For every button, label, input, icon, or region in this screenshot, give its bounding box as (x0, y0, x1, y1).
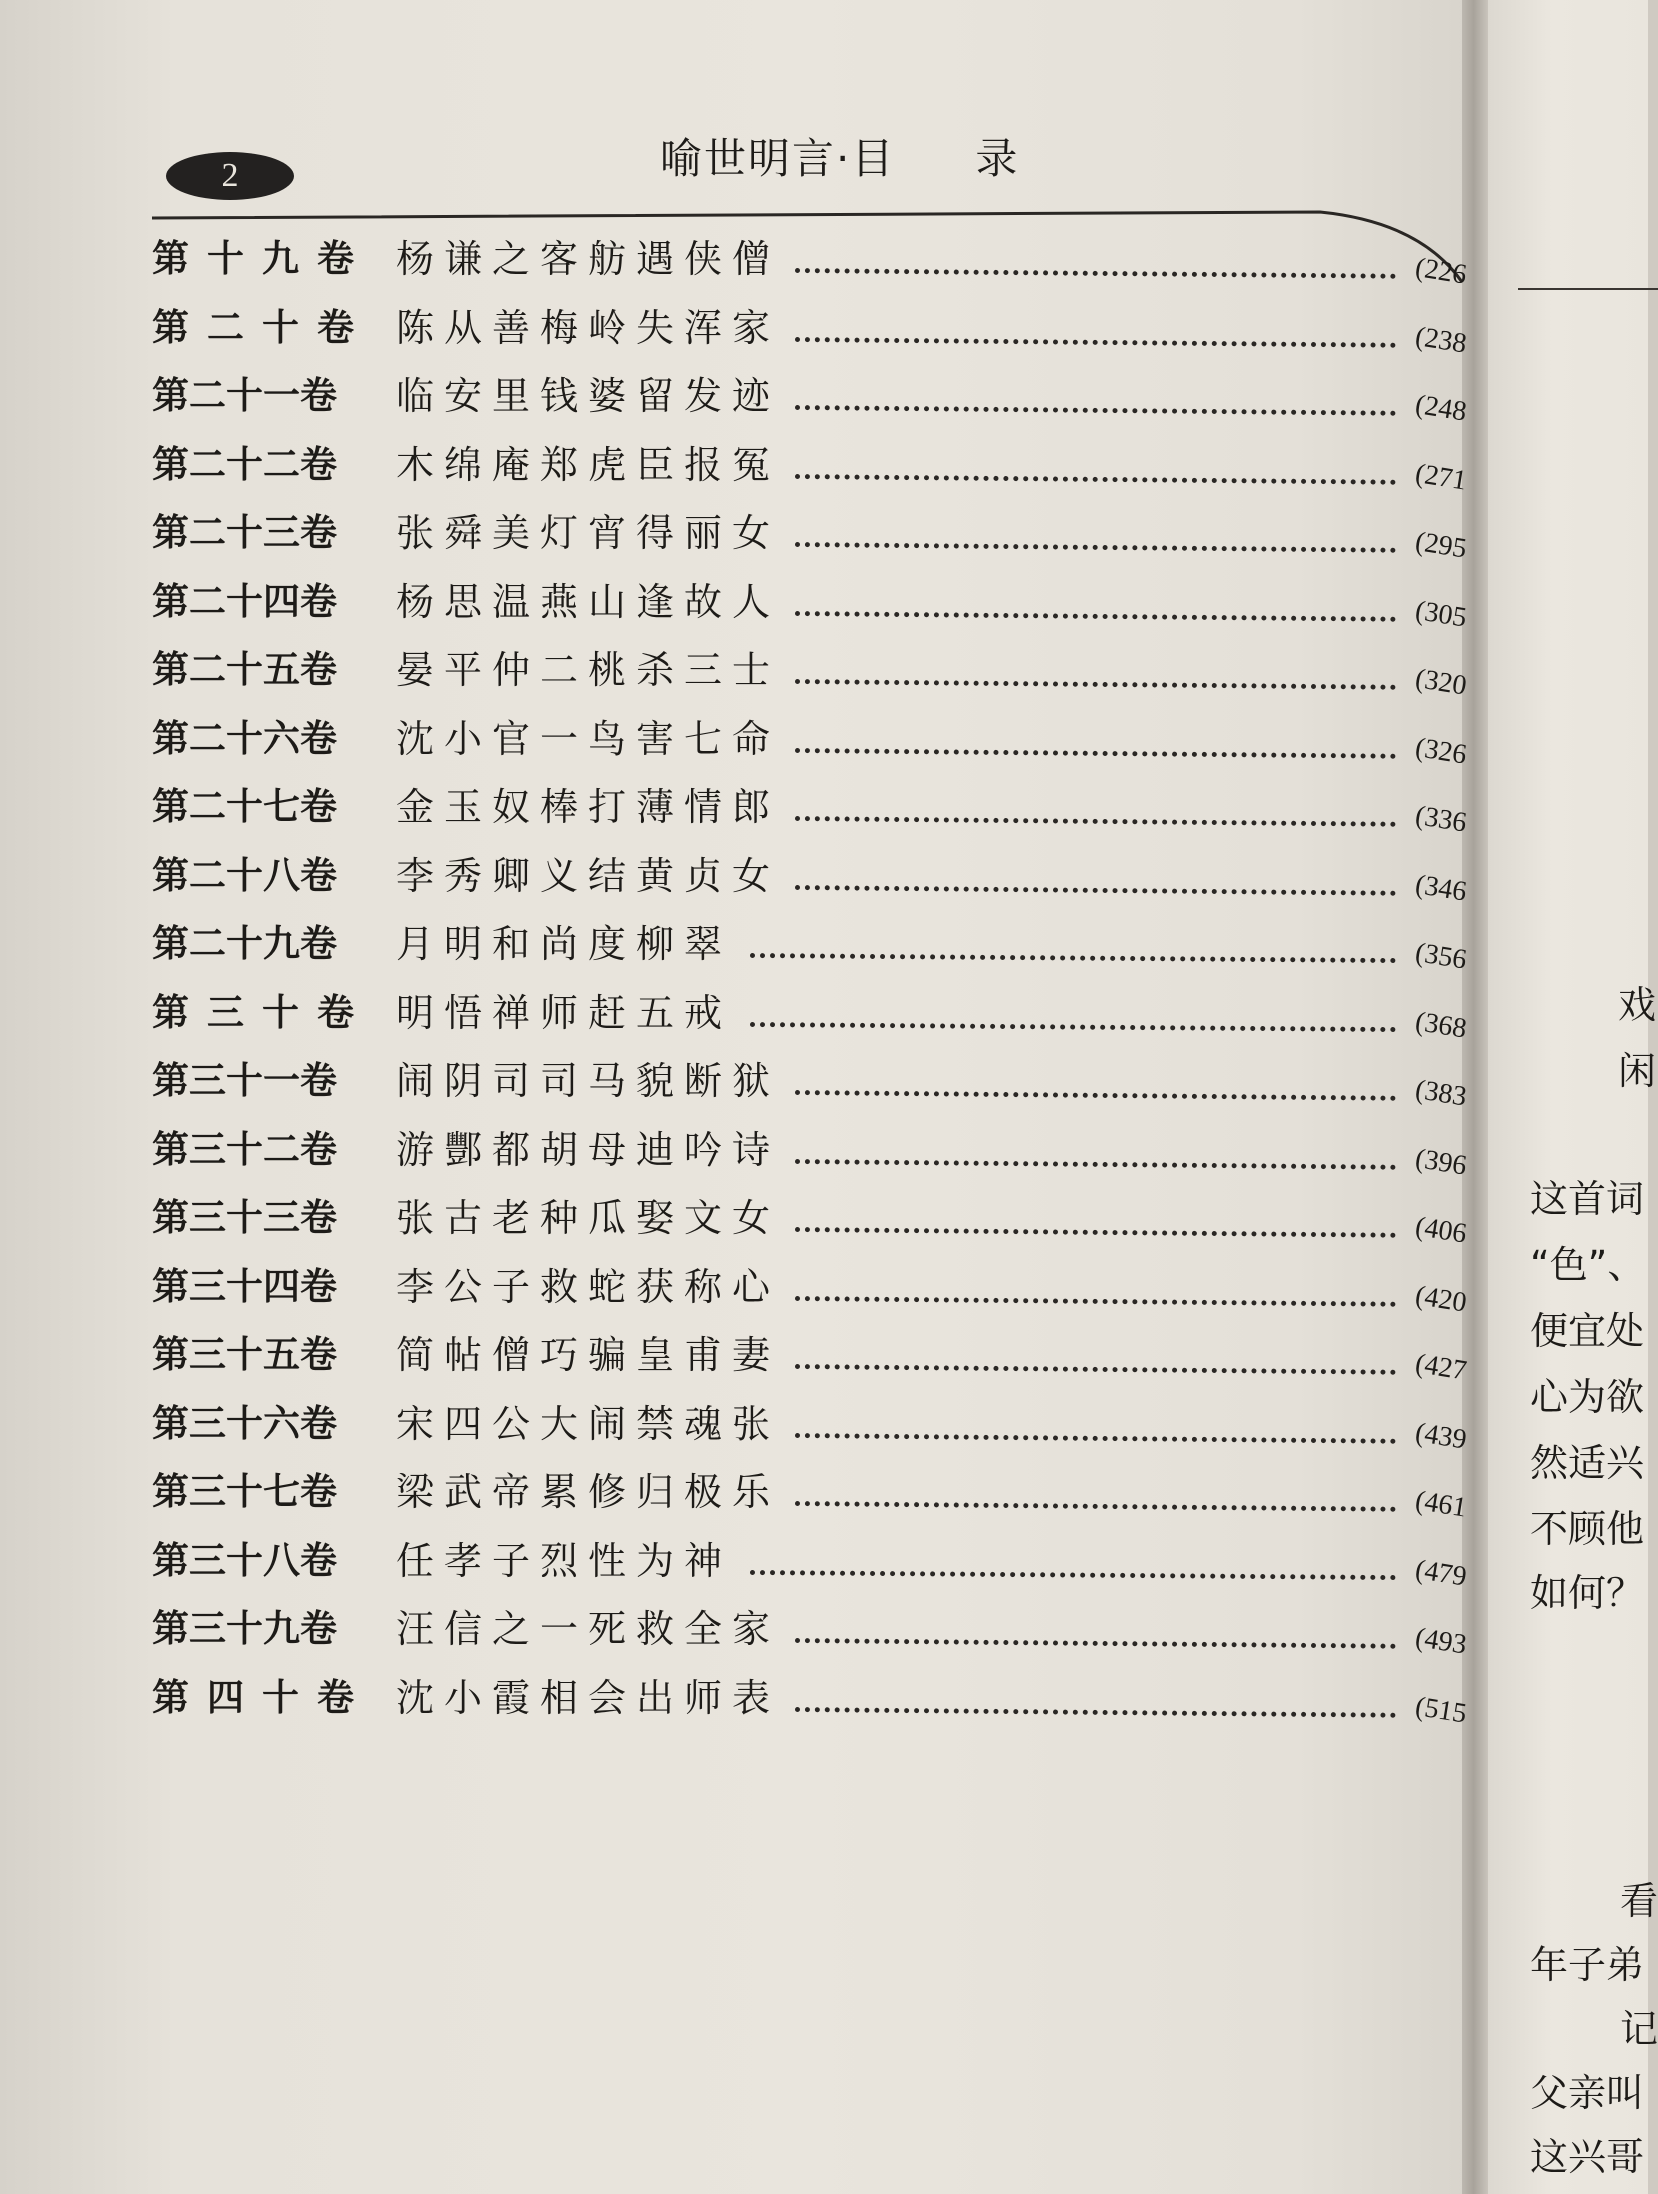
toc-entry (0, 1050, 1470, 1114)
toc-leader-dots (795, 268, 1396, 279)
toc-entry (0, 502, 1470, 566)
toc-volume-label: 第三十一卷 (152, 1059, 337, 1102)
toc-chapter-title: 沈小霞相会出师表 (396, 1675, 781, 1720)
toc-page-number: (427 (1413, 1348, 1469, 1387)
toc-volume-label: 第二十二卷 (152, 442, 337, 486)
toc-page-number: (493 (1413, 1622, 1469, 1661)
section-title: 录 (975, 134, 1020, 183)
toc-entry (0, 708, 1470, 772)
toc-volume-label: 第四十卷 (152, 1675, 372, 1719)
toc-volume-label: 第二十一卷 (152, 374, 337, 417)
toc-page-number: (226 (1413, 252, 1469, 291)
toc-page-number: (295 (1413, 526, 1469, 565)
right-page-line: 便宜处 (1530, 1309, 1645, 1353)
toc-entry (0, 1324, 1470, 1388)
toc-leader-dots (795, 885, 1396, 896)
right-page-line: 闲 (1618, 1049, 1657, 1093)
toc-leader-dots (795, 748, 1396, 759)
toc-leader-dots (750, 1570, 1396, 1580)
right-page-rule (1518, 288, 1658, 290)
toc-leader-dots (750, 953, 1396, 963)
right-page-line: 不顾他 (1530, 1507, 1645, 1551)
toc-chapter-title: 月明和尚度柳翠 (396, 922, 733, 966)
toc-leader-dots (795, 542, 1396, 553)
toc-entry (0, 297, 1470, 361)
toc-entry (0, 982, 1470, 1046)
toc-page-number: (439 (1413, 1416, 1469, 1456)
right-page-line: 然适兴 (1530, 1441, 1645, 1485)
toc-page-number: (406 (1413, 1211, 1469, 1250)
toc-entry (0, 845, 1470, 909)
toc-entry (0, 913, 1470, 977)
toc-leader-dots (795, 1433, 1396, 1444)
toc-chapter-title: 临安里钱婆留发迹 (396, 374, 781, 418)
toc-volume-label: 第三十四卷 (152, 1264, 337, 1308)
toc-leader-dots (795, 405, 1396, 416)
toc-chapter-title: 宋四公大闹禁魂张 (396, 1401, 781, 1446)
toc-leader-dots (795, 1364, 1396, 1375)
toc-chapter-title: 杨谦之客舫遇侠僧 (396, 237, 781, 281)
toc-chapter-title: 汪信之一死救全家 (396, 1607, 781, 1651)
toc-entry (0, 639, 1470, 703)
toc-volume-label: 第十九卷 (152, 237, 372, 280)
toc-volume-label: 第三十五卷 (152, 1333, 337, 1376)
right-page-line: 如何？ (1530, 1571, 1645, 1615)
right-page-line: 戏 (1618, 983, 1657, 1027)
toc-volume-label: 第二十三卷 (152, 511, 337, 554)
toc-volume-label: 第二十七卷 (152, 785, 337, 828)
toc-page-number: (305 (1413, 594, 1469, 634)
toc-leader-dots (795, 337, 1396, 348)
toc-entry (0, 1393, 1470, 1457)
toc-page-number: (238 (1413, 320, 1469, 360)
toc-page-number: (368 (1413, 1005, 1469, 1045)
right-page-line: 父亲叫 (1530, 2071, 1645, 2115)
toc-leader-dots (795, 1159, 1396, 1170)
right-page-line: 看 (1620, 1879, 1658, 1923)
toc-entry (0, 228, 1470, 292)
toc-volume-label: 第二十五卷 (152, 648, 337, 691)
toc-leader-dots (795, 1227, 1396, 1238)
toc-page-number: (336 (1413, 800, 1469, 839)
right-page-line: 心为欲 (1530, 1375, 1645, 1419)
toc-chapter-title: 李秀卿义结黄贞女 (396, 853, 781, 898)
toc-volume-label: 第三十二卷 (152, 1127, 337, 1171)
toc-entry (0, 1187, 1470, 1251)
toc-volume-label: 第二十四卷 (152, 579, 337, 623)
toc-volume-label: 第三十卷 (152, 990, 372, 1034)
toc-leader-dots (795, 1296, 1396, 1307)
toc-entry (0, 1598, 1470, 1662)
toc-page-number: (248 (1413, 389, 1469, 428)
toc-entry (0, 1530, 1470, 1594)
toc-page-number: (515 (1413, 1690, 1469, 1730)
toc-page-number: (396 (1413, 1142, 1469, 1182)
toc-chapter-title: 木绵庵郑虎臣报冤 (396, 442, 781, 487)
toc-entry (0, 1256, 1470, 1320)
toc-chapter-title: 梁武帝累修归极乐 (396, 1470, 781, 1514)
toc-page-number: (320 (1413, 663, 1469, 702)
book-title: 喻世明言·目 (660, 134, 896, 183)
toc-leader-dots (795, 1638, 1396, 1649)
toc-chapter-title: 游酆都胡母迪吟诗 (396, 1127, 781, 1172)
right-page-line: “色”、 (1530, 1243, 1646, 1287)
toc-entry (0, 434, 1470, 498)
right-page-line: 这兴哥 (1530, 2135, 1645, 2179)
toc-entry (0, 1461, 1470, 1525)
toc-page-number: (271 (1413, 457, 1469, 497)
toc-page-number: (383 (1413, 1074, 1469, 1113)
toc-volume-label: 第三十八卷 (152, 1538, 337, 1582)
toc-volume-label: 第三十六卷 (152, 1401, 337, 1445)
toc-volume-label: 第三十七卷 (152, 1470, 337, 1513)
toc-chapter-title: 晏平仲二桃杀三士 (396, 648, 781, 692)
toc-leader-dots (795, 816, 1396, 827)
toc-chapter-title: 李公子救蛇获称心 (396, 1264, 781, 1309)
page-number-badge: 2 (166, 152, 294, 200)
toc-volume-label: 第二十九卷 (152, 922, 337, 965)
toc-chapter-title: 张古老种瓜娶文女 (396, 1196, 781, 1240)
toc-entry (0, 776, 1470, 840)
toc-chapter-title: 金玉奴棒打薄情郎 (396, 785, 781, 829)
toc-chapter-title: 任孝子烈性为神 (396, 1538, 733, 1583)
toc-leader-dots (795, 1501, 1396, 1512)
toc-volume-label: 第二十八卷 (152, 853, 337, 897)
toc-leader-dots (795, 474, 1396, 485)
toc-page-number: (356 (1413, 937, 1469, 976)
toc-chapter-title: 沈小官一鸟害七命 (396, 716, 781, 761)
toc-leader-dots (795, 1707, 1396, 1718)
toc-leader-dots (750, 1022, 1396, 1032)
toc-entry (0, 1667, 1470, 1731)
toc-entry (0, 571, 1470, 635)
toc-chapter-title: 杨思温燕山逢故人 (396, 579, 781, 624)
right-page-line: 这首词 (1530, 1177, 1645, 1221)
toc-entry (0, 1119, 1470, 1183)
toc-leader-dots (795, 679, 1396, 690)
toc-chapter-title: 明悟禅师赶五戒 (396, 990, 733, 1035)
toc-page-number: (346 (1413, 868, 1469, 908)
toc-page-number: (461 (1413, 1485, 1469, 1524)
book-page-right-edge (1488, 0, 1658, 2194)
toc-volume-label: 第三十九卷 (152, 1607, 337, 1650)
toc-volume-label: 第二十六卷 (152, 716, 337, 760)
toc-volume-label: 第三十三卷 (152, 1196, 337, 1239)
toc-entry (0, 365, 1470, 429)
toc-chapter-title: 闹阴司司马貌断狱 (396, 1059, 781, 1103)
toc-page-number: (326 (1413, 731, 1469, 771)
toc-volume-label: 第二十卷 (152, 305, 372, 349)
right-page-line: 年子弟 (1530, 1943, 1645, 1987)
toc-chapter-title: 张舜美灯宵得丽女 (396, 511, 781, 555)
right-page-line: 记 (1620, 2007, 1658, 2051)
toc-chapter-title: 陈从善梅岭失浑家 (396, 305, 781, 350)
toc-page-number: (420 (1413, 1279, 1469, 1319)
toc-page-number: (479 (1413, 1553, 1469, 1593)
toc-leader-dots (795, 1090, 1396, 1101)
toc-chapter-title: 简帖僧巧骗皇甫妻 (396, 1333, 781, 1377)
toc-leader-dots (795, 611, 1396, 622)
